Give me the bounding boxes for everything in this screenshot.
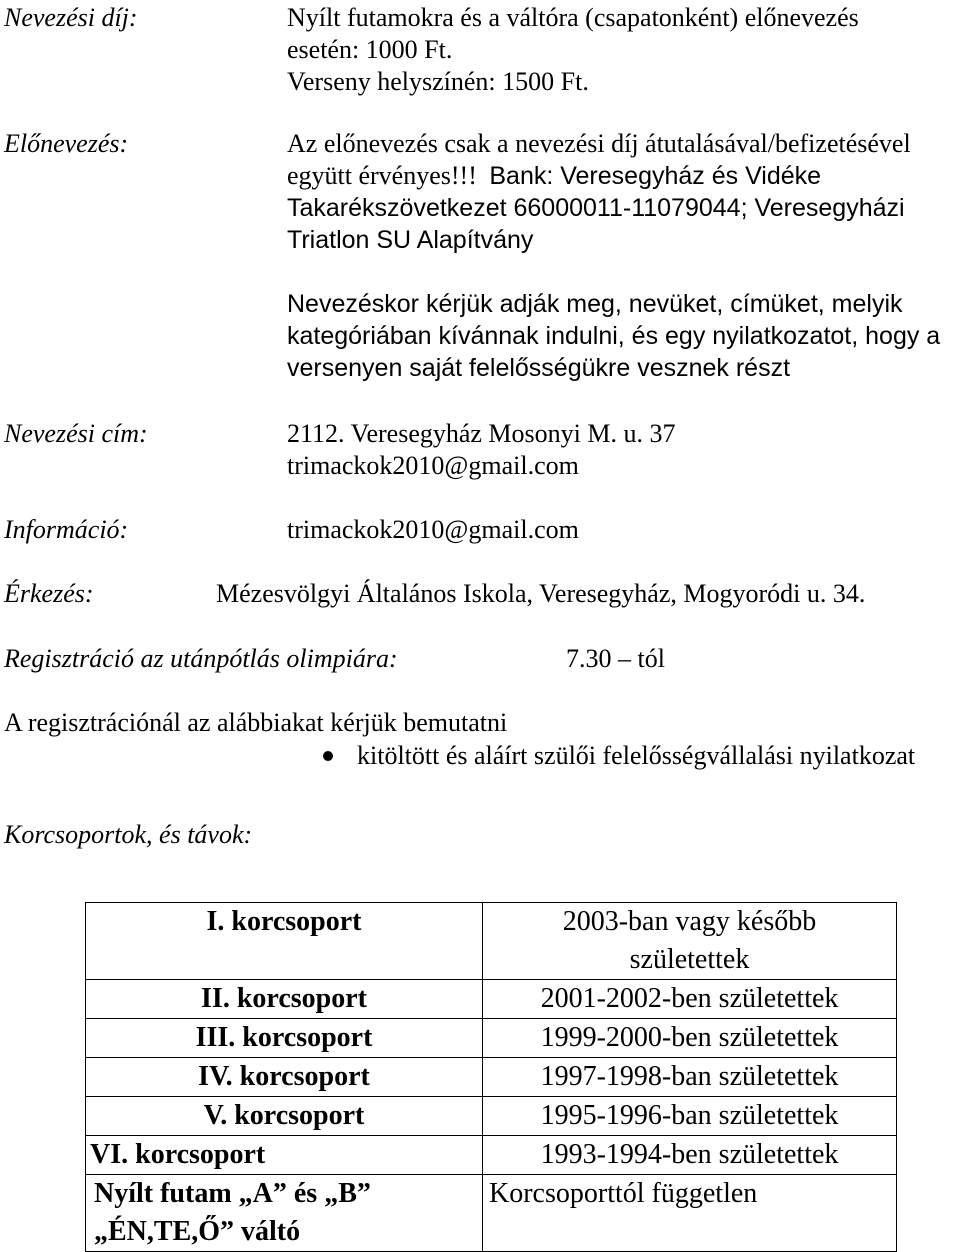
born-line-1: 2003-ban vagy később — [562, 906, 817, 937]
age-groups-table — [85, 902, 897, 1252]
group-cell — [86, 1175, 483, 1252]
group-cell: IV. korcsoport — [86, 1058, 483, 1097]
table-row — [86, 1097, 897, 1136]
fee-label: Nevezési díj: — [4, 3, 138, 32]
table-row — [86, 1175, 897, 1252]
table-row — [86, 1058, 897, 1097]
bullet-icon — [323, 751, 333, 761]
registration-label: Regisztráció az utánpótlás olimpiára: — [4, 644, 398, 673]
age-groups-heading: Korcsoportok, és távok: — [4, 820, 253, 849]
born-cell: Korcsoporttól független — [483, 1175, 897, 1252]
table-row — [86, 903, 897, 980]
address-label: Nevezési cím: — [4, 419, 148, 448]
arrival-value: Mézesvölgyi Általános Iskola, Veresegyház, Mogyoródi u. 34. — [216, 579, 866, 608]
group-cell: VI. korcsoport — [86, 1136, 483, 1175]
preregistration-line-2 — [287, 160, 821, 192]
born-cell: 1999-2000-ben születettek — [483, 1019, 897, 1058]
preregistration-note-2: kategóriában kívánnak indulni, és egy nyilatkozatot, hogy a — [287, 322, 941, 350]
address-line-1: 2112. Veresegyház Mosonyi M. u. 37 — [287, 419, 676, 448]
fee-line-2: esetén: 1000 Ft. — [287, 35, 453, 64]
preregistration-label: Előnevezés: — [4, 129, 129, 158]
fee-line-1: Nyílt futamokra és a váltóra (csapatonként) előnevezés — [287, 3, 859, 32]
born-cell — [483, 903, 897, 980]
group-cell: II. korcsoport — [86, 980, 483, 1019]
info-label: Információ: — [4, 515, 129, 544]
registration-value: 7.30 – tól — [566, 644, 665, 673]
documents-intro: A regisztrációnál az alábbiakat kérjük bemutatni — [4, 708, 508, 737]
preregistration-note-3: versenyen saját felelősségükre vesznek részt — [287, 354, 791, 382]
documents-item: kitöltött és aláírt szülői felelősségvállalási nyilatkozat — [357, 741, 916, 770]
bank-text: Bank: Veresegyház és Vidéke — [489, 162, 822, 190]
table-row — [86, 1019, 897, 1058]
table-row — [86, 1136, 897, 1175]
group-cell: III. korcsoport — [86, 1019, 483, 1058]
arrival-label: Érkezés: — [4, 579, 94, 608]
preregistration-note-1: Nevezéskor kérjük adják meg, nevüket, címüket, melyik — [287, 290, 903, 318]
address-email[interactable]: trimackok2010@gmail.com — [287, 451, 579, 480]
group-line-2: „ÉN,TE,Ő” váltó — [94, 1216, 301, 1247]
table-row — [86, 980, 897, 1019]
group-cell: V. korcsoport — [86, 1097, 483, 1136]
group-line-1: Nyílt futam „A” és „B” — [94, 1178, 371, 1209]
preregistration-line-3: Takarékszövetkezet 66000011-11079044; Veresegyházi — [287, 194, 905, 222]
fee-line-3: Verseny helyszínén: 1500 Ft. — [287, 67, 589, 96]
born-cell: 1997-1998-ban születettek — [483, 1058, 897, 1097]
validity-text: együtt érvényes!!! — [287, 161, 477, 190]
born-line-2: születettek — [629, 944, 750, 975]
born-cell: 1995-1996-ban születettek — [483, 1097, 897, 1136]
born-cell: 2001-2002-ben születettek — [483, 980, 897, 1019]
born-cell: 1993-1994-ben születettek — [483, 1136, 897, 1175]
preregistration-line-4: Triatlon SU Alapítvány — [287, 226, 534, 254]
preregistration-line-1: Az előnevezés csak a nevezési díj átutalásával/befizetésével — [287, 129, 911, 158]
group-cell: I. korcsoport — [86, 903, 483, 980]
info-email[interactable]: trimackok2010@gmail.com — [287, 515, 579, 544]
